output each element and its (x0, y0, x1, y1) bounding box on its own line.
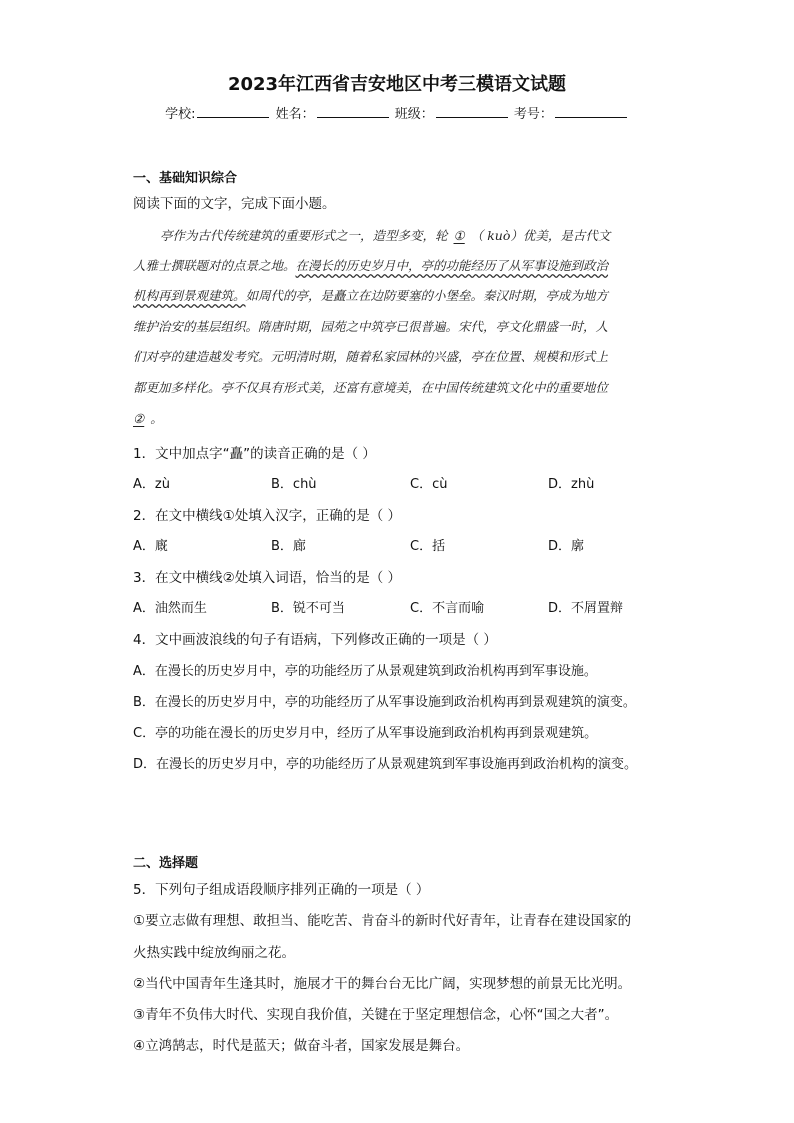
question-3-stem: 3．在文中横线②处填入词语，恰当的是（ ） (133, 570, 401, 586)
section-heading-2: 二、选择题 (133, 856, 199, 871)
section-instruction: 阅读下面的文字，完成下面小题。 (133, 196, 336, 212)
question-4-option-d[interactable]: D．在漫长的历史岁月中，亭的功能经历了从景观建筑到军事设施再到政治机构的演变。 (133, 757, 638, 772)
blank-1: ① (453, 228, 465, 243)
option-c[interactable]: C．括 (410, 539, 446, 554)
question-4-stem: 4．文中画波浪线的句子有语病，下列修改正确的一项是（ ） (133, 632, 497, 648)
option-d[interactable]: D．不屑置辩 (548, 601, 624, 616)
wavy-sentence: 在漫长的历史岁月中，亭的功能经历了从军事设施到政治 (295, 258, 609, 273)
sentence-3: ③青年不负伟大时代、实现自我价值，关键在于坚定理想信念，心怀“国之大者”。 (133, 1007, 619, 1023)
sentence-2: ②当代中国青年生逢其时，施展才干的舞台台无比广阔，实现梦想的前景无比光明。 (133, 976, 632, 992)
exam-number-label: 考号： (513, 107, 553, 122)
option-a[interactable]: A．油然而生 (133, 601, 207, 616)
passage-line-1 (160, 226, 690, 244)
passage-line-3 (133, 286, 663, 304)
question-4-option-a[interactable]: A．在漫长的历史岁月中，亭的功能经历了从景观建筑到政治机构再到军事设施。 (133, 664, 597, 679)
option-c[interactable]: C．cù (410, 477, 448, 492)
option-b[interactable]: B．廊 (271, 539, 306, 554)
option-b[interactable]: B．锐不可当 (271, 601, 345, 616)
class-blank (436, 105, 508, 118)
question-2-stem: 2．在文中横线①处填入汉字，正确的是（ ） (133, 508, 401, 524)
question-5-stem: 5．下列句子组成语段顺序排列正确的一项是（ ） (133, 882, 430, 898)
passage-line-2 (133, 256, 663, 274)
school-label: 学校: (165, 107, 196, 122)
passage-text: （ kuò）优美，是古代文 (470, 228, 611, 243)
passage-line-6: 都更加多样化。亭不仅具有形式美，还富有意境美，在中国传统建筑文化中的重要地位 (133, 380, 609, 395)
question-4-option-b[interactable]: B．在漫长的历史岁月中，亭的功能经历了从军事设施到政治机构再到景观建筑的演变。 (133, 695, 636, 710)
student-info-row (0, 103, 794, 122)
school-blank (197, 105, 269, 118)
passage-line-7 (133, 409, 663, 427)
question-1-stem: 1．文中加点字“矗”的读音正确的是（ ） (133, 446, 376, 462)
name-label: 姓名： (275, 107, 315, 122)
option-d[interactable]: D．zhù (548, 477, 595, 492)
name-blank (317, 105, 389, 118)
passage-text: 。 (150, 411, 163, 426)
passage-line-5: 们对亭的建造越发考究。元明清时期，随着私家园林的兴盛，亭在位置、规模和形式上 (133, 349, 609, 364)
wavy-sentence-end: 机构再到景观建筑。 (133, 288, 246, 303)
blank-2: ② (133, 411, 145, 426)
passage-text: 如周代的亭，是矗立在边防要塞的小堡垒。秦汉时期，亭成为地方 (245, 288, 609, 303)
sentence-4: ④立鸿鹄志，时代是蓝天；做奋斗者，国家发展是舞台。 (133, 1038, 470, 1054)
exam-number-blank (555, 105, 627, 118)
option-a[interactable]: A．zù (133, 477, 170, 492)
section-heading-1: 一、基础知识综合 (133, 171, 238, 186)
option-a[interactable]: A．廐 (133, 539, 168, 554)
sentence-1: ①要立志做有理想、敢担当、能吃苦、肯奋斗的新时代好青年，让青春在建设国家的 (133, 913, 632, 929)
exam-title: 2023年江西省吉安地区中考三模语文试题 (227, 74, 567, 95)
question-4-option-c[interactable]: C．亭的功能在漫长的历史岁月中，经历了从军事设施到政治机构再到景观建筑。 (133, 726, 598, 741)
sentence-1-cont: 火热实践中绽放绚丽之花。 (133, 945, 295, 961)
option-c[interactable]: C．不言而喻 (410, 601, 485, 616)
option-b[interactable]: B．chù (271, 477, 317, 492)
option-d[interactable]: D．廓 (548, 539, 585, 554)
passage-text: 人雅士撰联题对的点景之地。 (133, 258, 296, 273)
passage-text: 亭作为古代传统建筑的重要形式之一，造型多变，轮 (160, 228, 448, 243)
passage-line-4: 维护治安的基层组织。隋唐时期，园苑之中筑亭已很普遍。宋代，亭文化鼎盛一时，人 (133, 319, 609, 334)
class-label: 班级： (394, 107, 434, 122)
